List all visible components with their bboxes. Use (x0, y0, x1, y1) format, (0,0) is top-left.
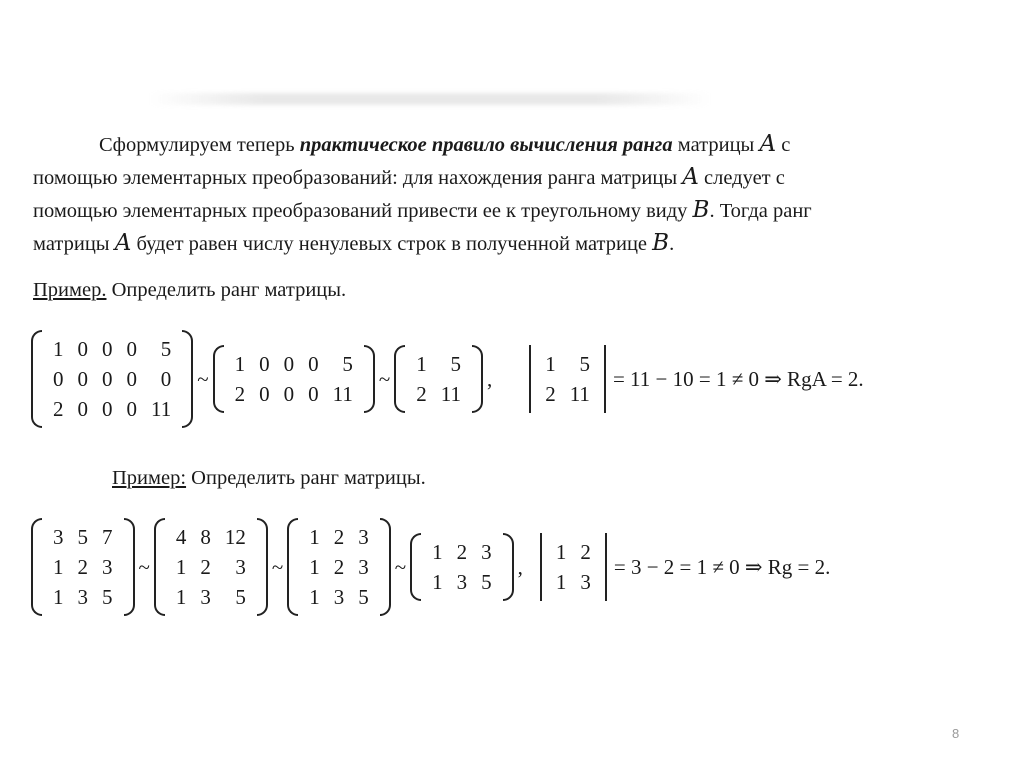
matrix-cell: 0 (102, 337, 113, 361)
matrix-variable: A (759, 131, 777, 157)
text-run: с (776, 134, 791, 156)
paragraph-line-2 (33, 161, 979, 194)
matrix-cell: 0 (259, 352, 270, 376)
example-label: Пример. (33, 279, 107, 301)
matrix (287, 518, 391, 616)
paragraph-line-3 (33, 194, 979, 227)
matrix (410, 533, 514, 601)
matrix-cell: 3 (333, 585, 345, 609)
matrix-cell: 0 (102, 367, 113, 391)
comma: , (517, 554, 523, 579)
matrix-cell: 5 (481, 570, 492, 594)
matrix-cell: 0 (77, 367, 88, 391)
right-parenthesis (124, 518, 135, 616)
matrix-cell: 5 (358, 585, 369, 609)
emphasis-term: практическое правило вычисления ранга (299, 134, 673, 156)
matrix-cell: 0 (102, 397, 113, 421)
matrix-entries (298, 518, 380, 616)
matrix-cell: 11 (440, 382, 461, 406)
matrix-cell: 1 (309, 555, 320, 579)
matrix-cell: 3 (102, 555, 113, 579)
matrix-cell: 2 (200, 555, 211, 579)
left-parenthesis (410, 533, 421, 601)
result-text: = 3 − 2 = 1 ≠ 0 ⇒ Rg = 2. (613, 554, 831, 579)
scan-artifact (150, 93, 710, 105)
matrix-cell: 5 (102, 585, 113, 609)
text-run: помощью элементарных преобразований: для нахождения ранга матрицы (33, 167, 683, 189)
result-text: = 11 − 10 = 1 ≠ 0 ⇒ RgA = 2. (612, 366, 864, 391)
determinant-bar-right (605, 533, 607, 601)
matrix-variable: B (692, 197, 710, 223)
example-2-heading (112, 467, 426, 490)
text-run: матрицы (33, 233, 115, 255)
text-run: . Тогда ранг (709, 200, 812, 222)
matrix-cell: 8 (200, 525, 211, 549)
matrix-cell: 3 (580, 570, 591, 594)
determinant (537, 533, 610, 601)
matrix-cell: 1 (53, 555, 64, 579)
example-2-math (31, 518, 834, 616)
matrix-cell: 4 (175, 525, 187, 549)
matrix-cell: 3 (200, 585, 211, 609)
matrix-cell: 2 (333, 555, 345, 579)
determinant-bar-left (540, 533, 542, 601)
determinant-bar-left (529, 345, 531, 413)
left-parenthesis (394, 345, 405, 413)
matrix-entries (545, 533, 602, 601)
matrix-cell: 0 (126, 367, 137, 391)
example-text: Определить ранг матрицы. (106, 279, 347, 301)
matrix-cell: 1 (432, 540, 443, 564)
tilde-operator: ~ (197, 366, 209, 391)
matrix-cell: 2 (580, 540, 591, 564)
page-number: 8 (952, 726, 960, 741)
right-parenthesis (503, 533, 514, 601)
matrix-cell: 3 (456, 570, 468, 594)
matrix-cell: 0 (308, 382, 319, 406)
text-run: матрицы (672, 134, 760, 156)
right-parenthesis (380, 518, 391, 616)
left-parenthesis (31, 518, 42, 616)
matrix-cell: 3 (481, 540, 492, 564)
matrix-cell: 11 (151, 397, 172, 421)
matrix-cell: 12 (224, 525, 246, 549)
determinant (526, 345, 609, 413)
text-run: . (669, 233, 675, 255)
matrix-cell: 1 (175, 585, 187, 609)
matrix-cell: 3 (53, 525, 64, 549)
paragraph-line-1 (33, 128, 979, 161)
left-parenthesis (154, 518, 165, 616)
matrix-entries (165, 518, 257, 616)
example-label: Пример: (112, 467, 187, 489)
tilde-operator: ~ (378, 366, 391, 391)
rule-paragraph (33, 128, 979, 260)
matrix-cell: 1 (53, 337, 64, 361)
matrix-cell: 5 (579, 352, 590, 376)
matrix-cell: 3 (235, 555, 246, 579)
matrix-entries (42, 518, 124, 616)
matrix-cell: 1 (53, 585, 64, 609)
matrix-cell: 2 (77, 555, 88, 579)
text-run: следует с (698, 167, 785, 189)
matrix-cell: 0 (308, 352, 319, 376)
matrix-entries (421, 533, 503, 601)
right-parenthesis (472, 345, 483, 413)
matrix-cell: 0 (126, 397, 137, 421)
matrix-cell: 2 (53, 397, 64, 421)
matrix-variable: A (114, 230, 132, 256)
matrix (154, 518, 268, 616)
example-1-heading (33, 279, 346, 302)
matrix-cell: 1 (432, 570, 443, 594)
matrix-cell: 1 (309, 585, 320, 609)
left-parenthesis (213, 345, 224, 413)
matrix-entries (534, 345, 601, 413)
matrix-entries (405, 345, 472, 413)
text-run: помощью элементарных преобразований привести ее к треугольному виду (33, 200, 693, 222)
matrix-cell: 3 (358, 525, 369, 549)
example-1-math (31, 330, 868, 428)
matrix-cell: 1 (309, 525, 320, 549)
matrix-entries (42, 330, 182, 428)
matrix (213, 345, 375, 413)
matrix-cell: 5 (342, 352, 353, 376)
matrix-cell: 0 (283, 352, 295, 376)
matrix-cell: 3 (77, 585, 88, 609)
matrix-variable: B (652, 230, 670, 256)
example-text: Определить ранг матрицы. (186, 467, 426, 489)
matrix-cell: 5 (235, 585, 246, 609)
matrix (31, 330, 193, 428)
right-parenthesis (182, 330, 193, 428)
left-parenthesis (31, 330, 42, 428)
right-parenthesis (257, 518, 268, 616)
matrix-cell: 1 (416, 352, 427, 376)
determinant-bar-right (604, 345, 606, 413)
matrix-cell: 2 (333, 525, 345, 549)
matrix-cell: 0 (283, 382, 295, 406)
matrix-entries (224, 345, 364, 413)
matrix-cell: 11 (332, 382, 353, 406)
matrix-cell: 2 (234, 382, 246, 406)
matrix-cell: 0 (77, 397, 88, 421)
matrix-cell: 0 (77, 337, 88, 361)
matrix-cell: 5 (450, 352, 461, 376)
matrix-cell: 0 (259, 382, 270, 406)
matrix-cell: 2 (416, 382, 427, 406)
matrix (394, 345, 483, 413)
matrix-cell: 1 (234, 352, 246, 376)
tilde-operator: ~ (394, 554, 407, 579)
text-run: Сформулируем теперь (99, 134, 300, 156)
matrix-cell: 11 (569, 382, 590, 406)
matrix-cell: 0 (53, 367, 64, 391)
matrix-cell: 2 (456, 540, 468, 564)
tilde-operator: ~ (138, 554, 150, 579)
matrix-cell: 1 (555, 570, 567, 594)
text-run: будет равен числу ненулевых строк в полученной матрице (131, 233, 653, 255)
matrix-cell: 0 (126, 337, 137, 361)
matrix (31, 518, 135, 616)
matrix-cell: 1 (555, 540, 567, 564)
comma: , (486, 366, 493, 391)
matrix-cell: 3 (358, 555, 369, 579)
matrix-cell: 5 (160, 337, 172, 361)
matrix-variable: A (682, 164, 699, 190)
matrix-cell: 1 (545, 352, 556, 376)
matrix-cell: 0 (160, 367, 172, 391)
matrix-cell: 2 (545, 382, 556, 406)
right-parenthesis (364, 345, 375, 413)
matrix-cell: 5 (77, 525, 88, 549)
paragraph-line-4 (33, 227, 979, 260)
matrix-cell: 7 (102, 525, 113, 549)
left-parenthesis (287, 518, 298, 616)
matrix-cell: 1 (175, 555, 187, 579)
tilde-operator: ~ (271, 554, 284, 579)
